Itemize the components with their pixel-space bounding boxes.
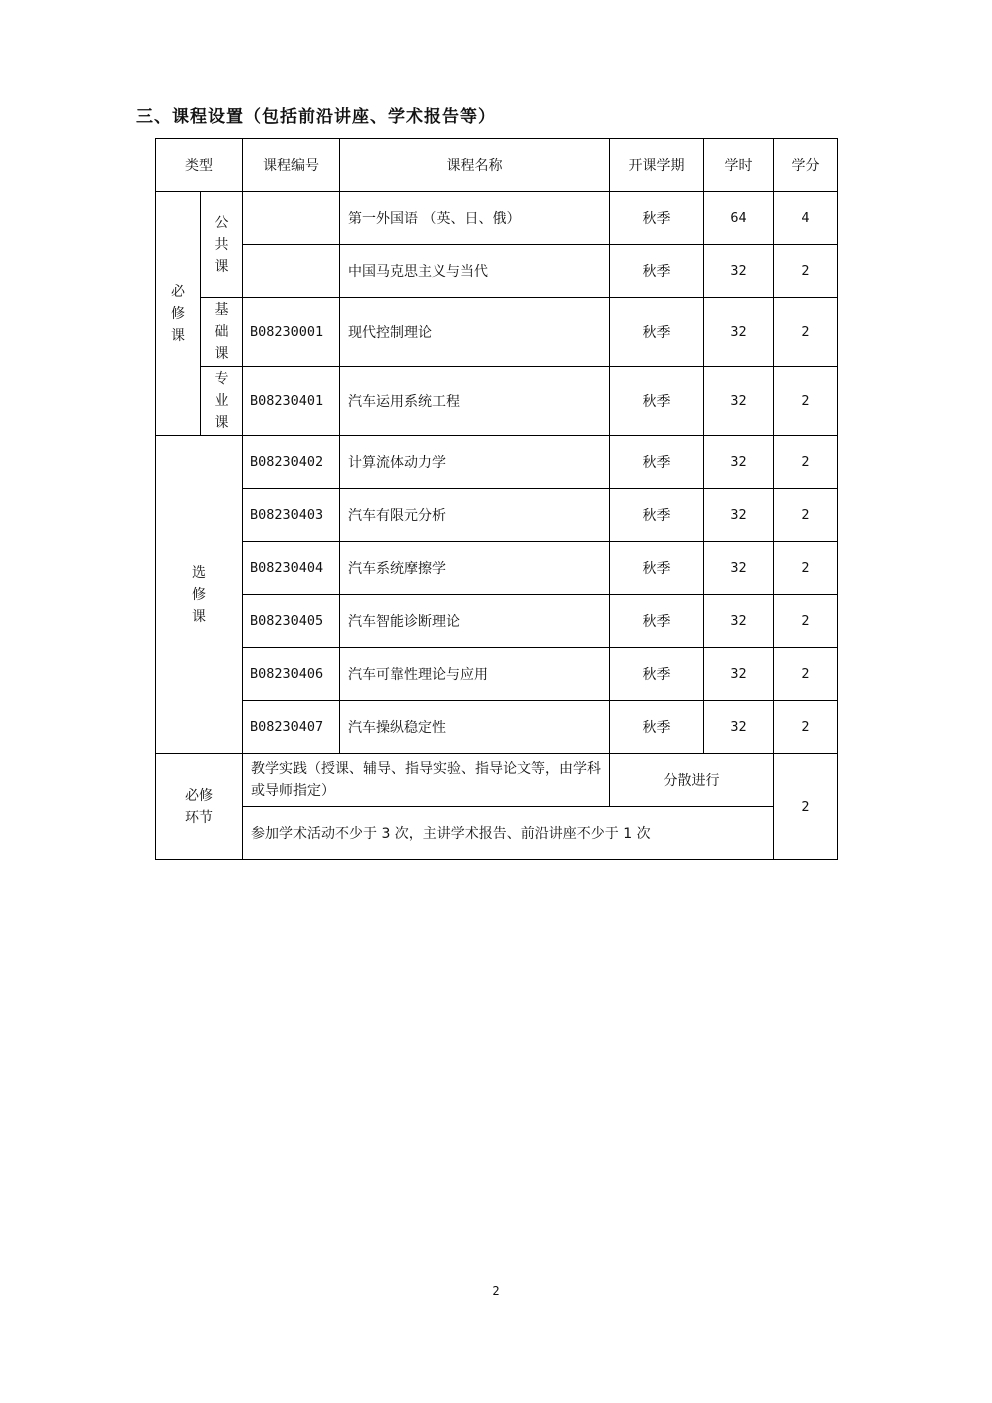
required-label: 必 修 课 — [156, 192, 201, 436]
header-term: 开课学期 — [610, 139, 704, 192]
course-code: B08230403 — [243, 489, 340, 542]
essential-label: 必修 环节 — [156, 754, 243, 860]
course-hours: 32 — [704, 648, 774, 701]
course-term: 秋季 — [610, 436, 704, 489]
course-code: B08230401 — [243, 367, 340, 436]
course-hours: 64 — [704, 192, 774, 245]
course-term: 秋季 — [610, 192, 704, 245]
course-hours: 32 — [704, 367, 774, 436]
course-table — [155, 138, 838, 860]
course-name: 现代控制理论 — [340, 298, 610, 367]
page-number: 2 — [492, 1284, 500, 1298]
course-credits: 2 — [774, 542, 838, 595]
course-credits: 2 — [774, 436, 838, 489]
course-name: 中国马克思主义与当代 — [340, 245, 610, 298]
course-name: 汽车系统摩擦学 — [340, 542, 610, 595]
table-row — [156, 754, 838, 807]
course-name: 汽车有限元分析 — [340, 489, 610, 542]
course-term: 秋季 — [610, 489, 704, 542]
table-row — [156, 298, 838, 367]
course-credits: 2 — [774, 701, 838, 754]
course-code: B08230406 — [243, 648, 340, 701]
course-name: 汽车智能诊断理论 — [340, 595, 610, 648]
teaching-practice: 教学实践（授课、辅导、指导实验、指导论文等，由学科或导师指定） — [243, 754, 610, 807]
course-term: 秋季 — [610, 648, 704, 701]
course-term: 秋季 — [610, 298, 704, 367]
table-row — [156, 192, 838, 245]
course-name: 第一外国语 （英、日、俄） — [340, 192, 610, 245]
basic-course-label: 基 础 课 — [201, 298, 243, 367]
essential-credits: 2 — [774, 754, 838, 860]
course-credits: 2 — [774, 648, 838, 701]
course-credits: 2 — [774, 245, 838, 298]
course-name: 汽车可靠性理论与应用 — [340, 648, 610, 701]
section-title: 三、课程设置（包括前沿讲座、学术报告等） — [136, 107, 496, 127]
practice-schedule: 分散进行 — [610, 754, 774, 807]
table-row — [156, 542, 838, 595]
course-code: B08230402 — [243, 436, 340, 489]
course-hours: 32 — [704, 701, 774, 754]
course-code: B08230407 — [243, 701, 340, 754]
table-row — [156, 436, 838, 489]
public-course-label: 公 共 课 — [201, 192, 243, 298]
course-term: 秋季 — [610, 367, 704, 436]
course-name: 计算流体动力学 — [340, 436, 610, 489]
course-hours: 32 — [704, 489, 774, 542]
elective-label: 选 修 课 — [156, 436, 243, 754]
header-code: 课程编号 — [243, 139, 340, 192]
course-term: 秋季 — [610, 595, 704, 648]
header-hours: 学时 — [704, 139, 774, 192]
course-code: B08230405 — [243, 595, 340, 648]
table-row — [156, 245, 838, 298]
course-credits: 2 — [774, 298, 838, 367]
course-hours: 32 — [704, 436, 774, 489]
course-name: 汽车操纵稳定性 — [340, 701, 610, 754]
table-row — [156, 648, 838, 701]
course-hours: 32 — [704, 542, 774, 595]
header-type: 类型 — [156, 139, 243, 192]
course-code: B08230001 — [243, 298, 340, 367]
course-credits: 2 — [774, 595, 838, 648]
header-row — [156, 139, 838, 192]
table-row — [156, 595, 838, 648]
course-hours: 32 — [704, 245, 774, 298]
header-credits: 学分 — [774, 139, 838, 192]
course-code — [243, 192, 340, 245]
course-term: 秋季 — [610, 701, 704, 754]
course-term: 秋季 — [610, 542, 704, 595]
course-hours: 32 — [704, 298, 774, 367]
table-row — [156, 807, 838, 860]
header-name: 课程名称 — [340, 139, 610, 192]
course-name: 汽车运用系统工程 — [340, 367, 610, 436]
course-term: 秋季 — [610, 245, 704, 298]
table-row — [156, 701, 838, 754]
course-code: B08230404 — [243, 542, 340, 595]
major-course-label: 专 业 课 — [201, 367, 243, 436]
course-hours: 32 — [704, 595, 774, 648]
table-row — [156, 489, 838, 542]
course-code — [243, 245, 340, 298]
course-credits: 4 — [774, 192, 838, 245]
academic-activities: 参加学术活动不少于 3 次，主讲学术报告、前沿讲座不少于 1 次 — [243, 807, 774, 860]
course-credits: 2 — [774, 367, 838, 436]
table-row — [156, 367, 838, 436]
course-credits: 2 — [774, 489, 838, 542]
